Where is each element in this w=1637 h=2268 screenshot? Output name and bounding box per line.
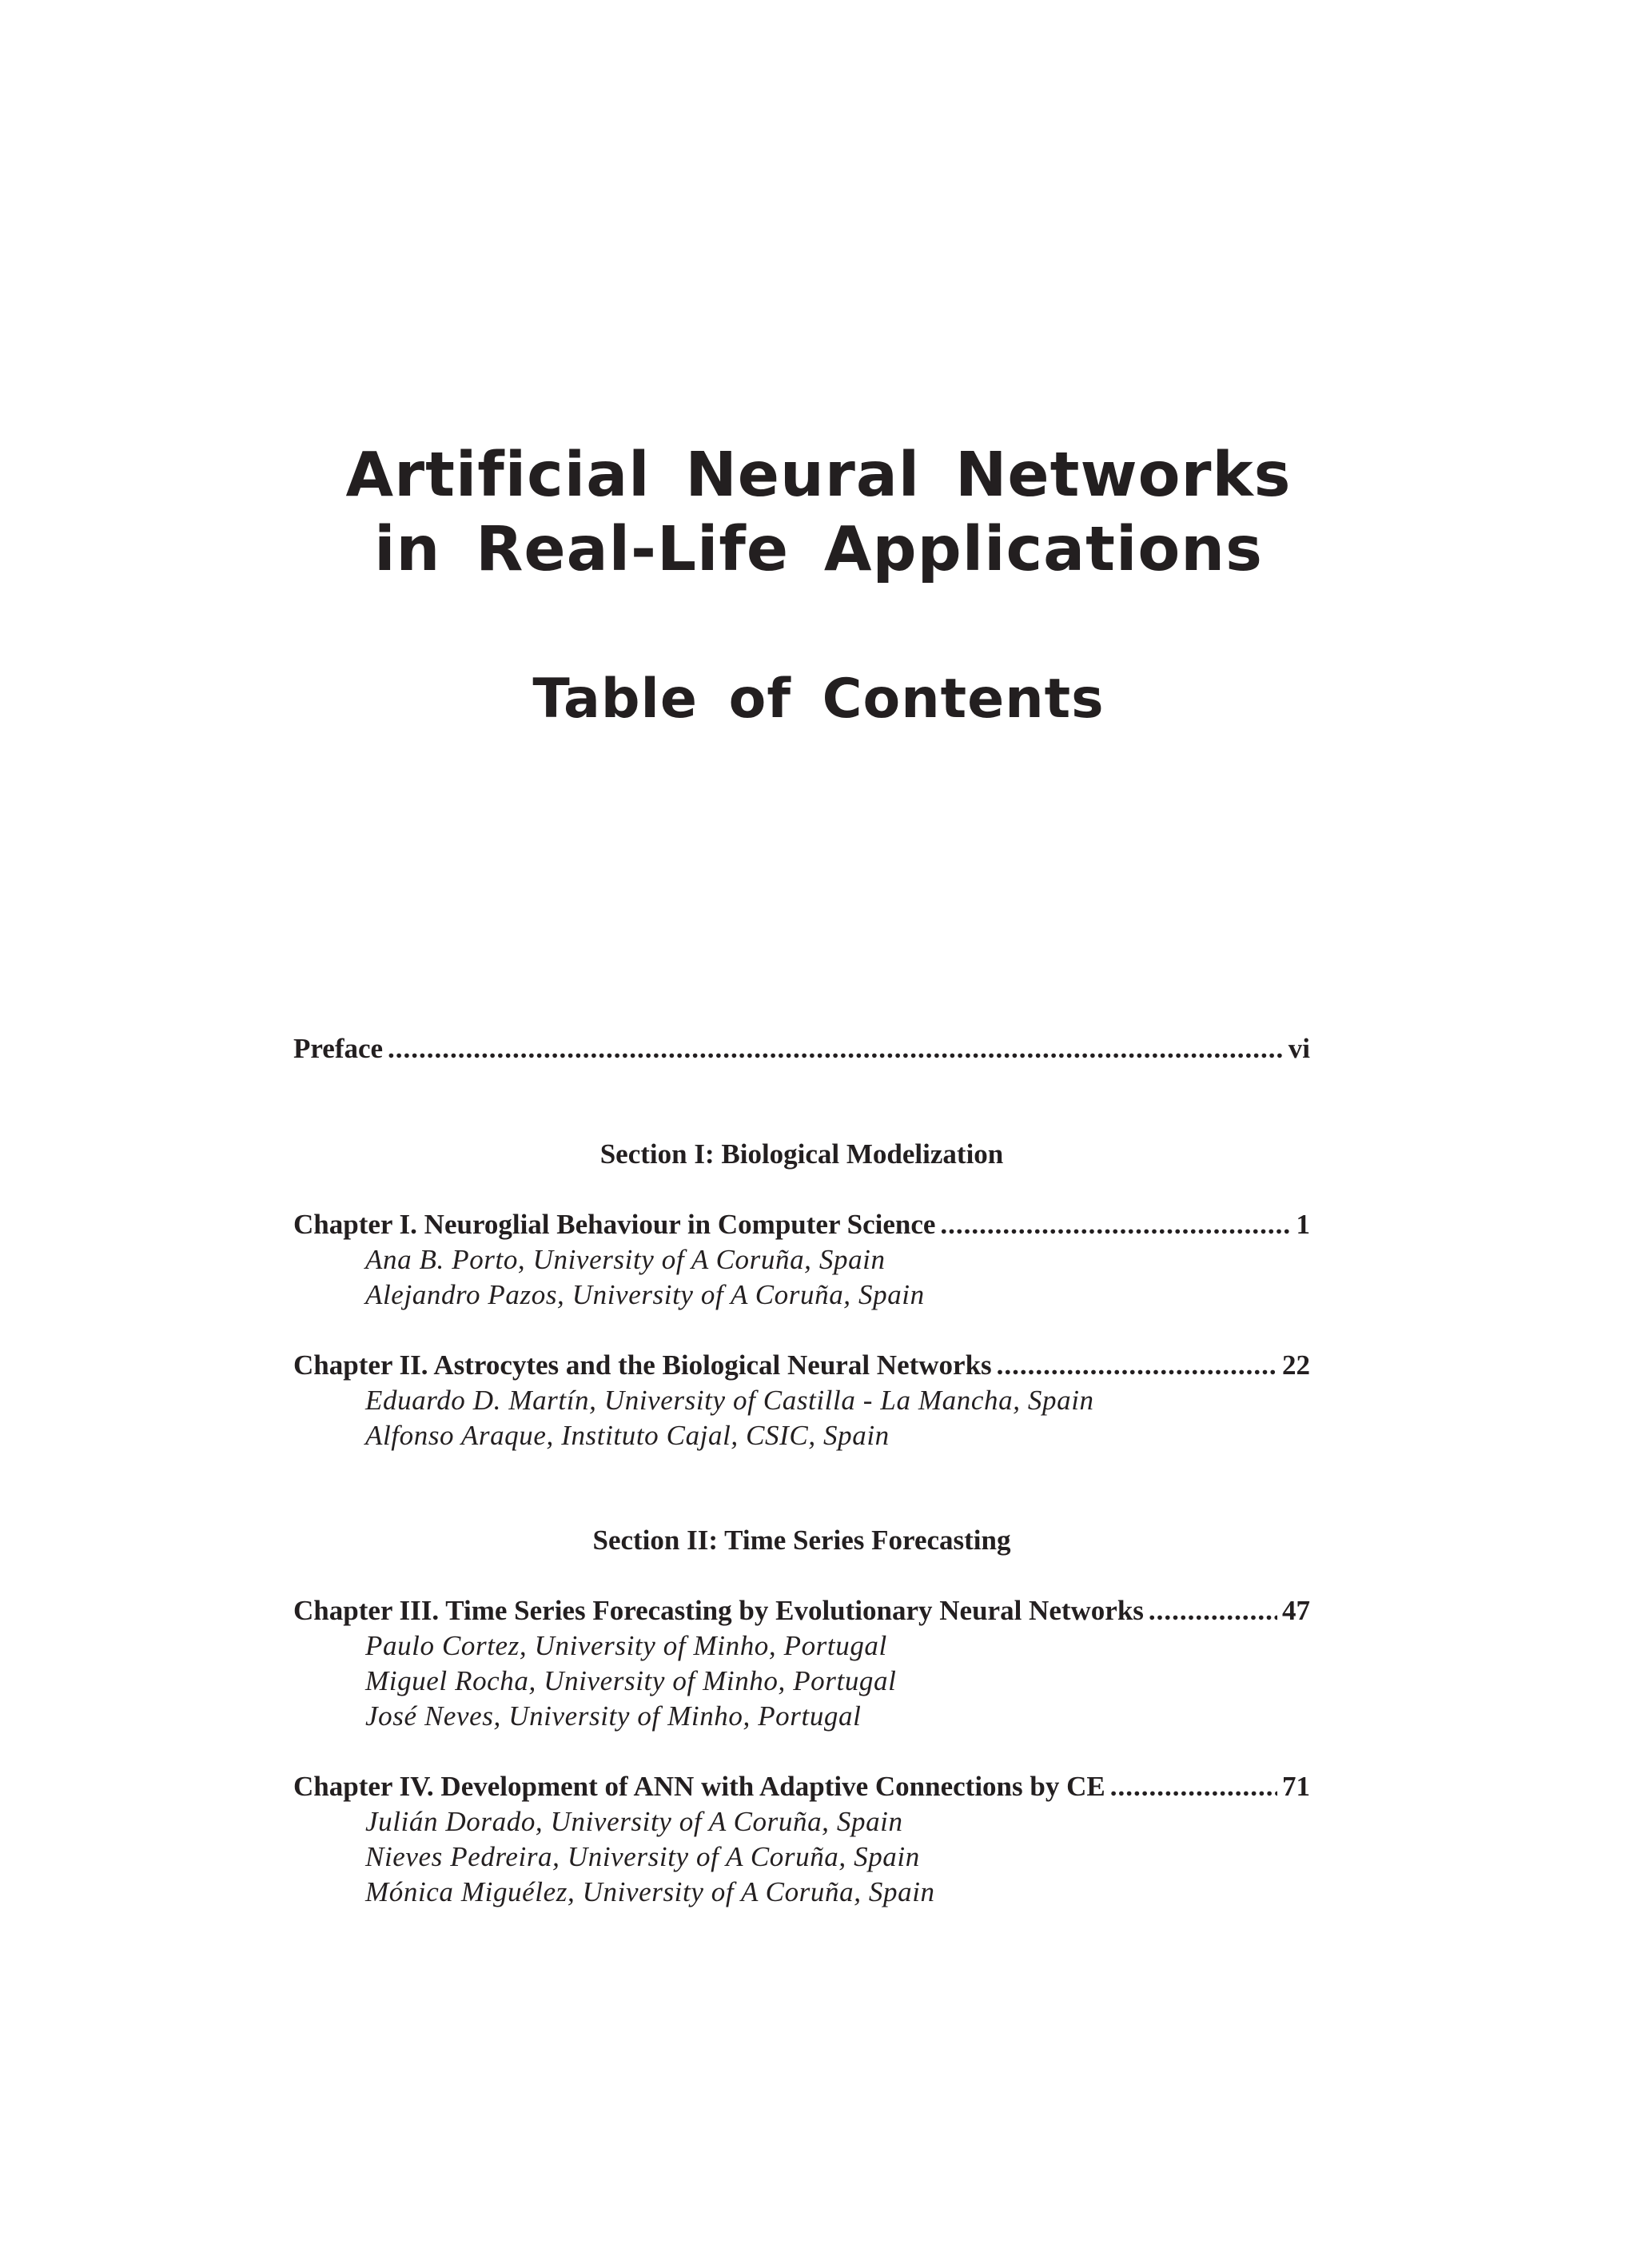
chapter-author: Mónica Miguélez, University of A Coruña, Spain <box>365 1876 935 1907</box>
toc-entry-chapter-1[interactable] <box>293 1206 1310 1243</box>
toc-entry-page: vi <box>1288 1033 1310 1064</box>
toc-entry-chapter-3[interactable] <box>293 1592 1310 1629</box>
chapter-author: Alfonso Araque, Instituto Cajal, CSIC, Spain <box>365 1420 890 1451</box>
toc-entry-label: Chapter IV. Development of ANN with Adaptive Connections by CE <box>293 1771 1105 1802</box>
dot-leader <box>388 1030 1284 1067</box>
toc-entry-page: 1 <box>1296 1209 1310 1240</box>
chapter-author: Miguel Rocha, University of Minho, Portugal <box>365 1665 897 1696</box>
toc-entry-label: Chapter II. Astrocytes and the Biological Neural Networks <box>293 1349 992 1381</box>
toc-entry-page: 47 <box>1282 1595 1310 1626</box>
dot-leader <box>1149 1592 1277 1629</box>
chapter-author: Eduardo D. Martín, University of Castilla - La Mancha, Spain <box>365 1385 1094 1416</box>
toc-entry-page: 22 <box>1282 1349 1310 1381</box>
dot-leader <box>997 1347 1277 1384</box>
toc-heading: Table of Contents <box>532 668 1105 731</box>
section-title: Section II: Time Series Forecasting <box>592 1525 1011 1556</box>
chapter-author: José Neves, University of Minho, Portugal <box>365 1700 862 1732</box>
dot-leader <box>1110 1768 1277 1805</box>
book-title <box>0 438 1637 587</box>
section-title: Section I: Biological Modelization <box>599 1138 1004 1170</box>
dot-leader <box>940 1206 1289 1243</box>
toc-entry-chapter-4[interactable] <box>293 1768 1310 1805</box>
chapter-author: Paulo Cortez, University of Minho, Portugal <box>365 1630 887 1661</box>
toc-entry-label: Chapter I. Neuroglial Behaviour in Computer Science <box>293 1209 936 1240</box>
toc-entry-label: Chapter III. Time Series Forecasting by Evolutionary Neural Networks <box>293 1595 1144 1626</box>
toc-entry-page: 71 <box>1282 1771 1310 1802</box>
toc-entry-label: Preface <box>293 1033 384 1064</box>
toc-entry-preface[interactable] <box>293 1030 1310 1067</box>
book-title-line-2: in Real-Life Applications <box>374 514 1263 585</box>
chapter-author: Nieves Pedreira, University of A Coruña, Spain <box>365 1841 920 1872</box>
toc-entry-chapter-2[interactable] <box>293 1347 1310 1384</box>
chapter-author: Alejandro Pazos, University of A Coruña, Spain <box>365 1279 925 1310</box>
book-title-line-1: Artificial Neural Networks <box>345 440 1292 511</box>
chapter-author: Ana B. Porto, University of A Coruña, Spain <box>365 1244 886 1275</box>
chapter-author: Julián Dorado, University of A Coruña, Spain <box>365 1806 903 1837</box>
